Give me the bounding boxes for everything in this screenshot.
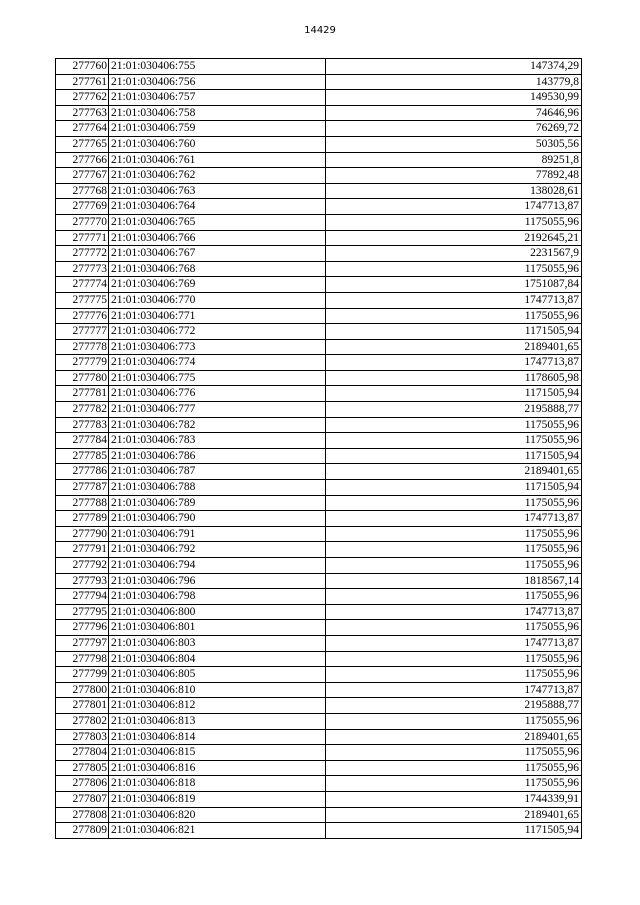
cadastral-number-cell: 21:01:030406:758 <box>109 105 326 121</box>
cadastral-number-cell: 21:01:030406:755 <box>109 59 326 75</box>
cadastral-number-cell: 21:01:030406:768 <box>109 261 326 277</box>
row-number-cell: 277783 <box>56 417 109 433</box>
cadastral-number-cell: 21:01:030406:759 <box>109 121 326 137</box>
table-row <box>56 277 582 293</box>
table-row <box>56 402 582 418</box>
row-number-cell: 277805 <box>56 760 109 776</box>
table-row <box>56 620 582 636</box>
cadastral-number-cell: 21:01:030406:789 <box>109 495 326 511</box>
cadastral-number-cell: 21:01:030406:818 <box>109 776 326 792</box>
cadastral-number-cell: 21:01:030406:788 <box>109 480 326 496</box>
row-number-cell: 277794 <box>56 589 109 605</box>
row-number-cell: 277806 <box>56 776 109 792</box>
cadastral-value-cell: 1171505,94 <box>326 324 582 340</box>
table-row <box>56 635 582 651</box>
cadastral-value-cell: 1747713,87 <box>326 682 582 698</box>
cadastral-number-cell: 21:01:030406:786 <box>109 448 326 464</box>
cadastral-value-cell: 1175055,96 <box>326 745 582 761</box>
row-number-cell: 277760 <box>56 59 109 75</box>
table-row <box>56 246 582 262</box>
cadastral-number-cell: 21:01:030406:801 <box>109 620 326 636</box>
row-number-cell: 277770 <box>56 214 109 230</box>
table-row <box>56 214 582 230</box>
row-number-cell: 277790 <box>56 526 109 542</box>
row-number-cell: 277763 <box>56 105 109 121</box>
cadastral-number-cell: 21:01:030406:803 <box>109 635 326 651</box>
cadastral-number-cell: 21:01:030406:774 <box>109 355 326 371</box>
row-number-cell: 277781 <box>56 386 109 402</box>
cadastral-number-cell: 21:01:030406:771 <box>109 308 326 324</box>
row-number-cell: 277769 <box>56 199 109 215</box>
cadastral-number-cell: 21:01:030406:805 <box>109 667 326 683</box>
row-number-cell: 277778 <box>56 339 109 355</box>
cadastral-number-cell: 21:01:030406:763 <box>109 183 326 199</box>
row-number-cell: 277779 <box>56 355 109 371</box>
cadastral-number-cell: 21:01:030406:772 <box>109 324 326 340</box>
cadastral-value-cell: 1171505,94 <box>326 823 582 839</box>
table-row <box>56 74 582 90</box>
cadastral-number-cell: 21:01:030406:791 <box>109 526 326 542</box>
table-row <box>56 495 582 511</box>
cadastral-number-cell: 21:01:030406:775 <box>109 370 326 386</box>
table-row <box>56 433 582 449</box>
cadastral-value-cell: 143779,8 <box>326 74 582 90</box>
table-row <box>56 558 582 574</box>
cadastral-value-cell: 2195888,77 <box>326 402 582 418</box>
table-row <box>56 308 582 324</box>
cadastral-value-cell: 1175055,96 <box>326 526 582 542</box>
cadastral-value-cell: 1178605,98 <box>326 370 582 386</box>
row-number-cell: 277809 <box>56 823 109 839</box>
cadastral-value-cell: 1175055,96 <box>326 542 582 558</box>
table-row <box>56 823 582 839</box>
row-number-cell: 277800 <box>56 682 109 698</box>
table-row <box>56 480 582 496</box>
cadastral-value-cell: 1171505,94 <box>326 386 582 402</box>
cadastral-value-cell: 1171505,94 <box>326 480 582 496</box>
row-number-cell: 277766 <box>56 152 109 168</box>
row-number-cell: 277775 <box>56 292 109 308</box>
cadastral-value-cell: 1747713,87 <box>326 199 582 215</box>
cadastral-number-cell: 21:01:030406:767 <box>109 246 326 262</box>
cadastral-value-cell: 1175055,96 <box>326 760 582 776</box>
row-number-cell: 277799 <box>56 667 109 683</box>
row-number-cell: 277773 <box>56 261 109 277</box>
table-row <box>56 339 582 355</box>
table-row <box>56 464 582 480</box>
table-row <box>56 199 582 215</box>
table-row <box>56 526 582 542</box>
table-row <box>56 59 582 75</box>
table-row <box>56 698 582 714</box>
cadastral-number-cell: 21:01:030406:782 <box>109 417 326 433</box>
row-number-cell: 277762 <box>56 90 109 106</box>
table-row <box>56 355 582 371</box>
cadastral-number-cell: 21:01:030406:757 <box>109 90 326 106</box>
cadastral-number-cell: 21:01:030406:761 <box>109 152 326 168</box>
row-number-cell: 277776 <box>56 308 109 324</box>
cadastral-value-cell: 1747713,87 <box>326 292 582 308</box>
cadastral-number-cell: 21:01:030406:760 <box>109 136 326 152</box>
cadastral-value-cell: 1175055,96 <box>326 308 582 324</box>
cadastral-number-cell: 21:01:030406:766 <box>109 230 326 246</box>
table-row <box>56 230 582 246</box>
cadastral-number-cell: 21:01:030406:762 <box>109 168 326 184</box>
row-number-cell: 277807 <box>56 791 109 807</box>
cadastral-value-cell: 2189401,65 <box>326 807 582 823</box>
row-number-cell: 277802 <box>56 713 109 729</box>
table-row <box>56 90 582 106</box>
table-row <box>56 682 582 698</box>
cadastral-value-cell: 89251,8 <box>326 152 582 168</box>
cadastral-value-cell: 2189401,65 <box>326 339 582 355</box>
cadastral-number-cell: 21:01:030406:814 <box>109 729 326 745</box>
cadastral-number-cell: 21:01:030406:756 <box>109 74 326 90</box>
cadastral-number-cell: 21:01:030406:773 <box>109 339 326 355</box>
cadastral-number-cell: 21:01:030406:783 <box>109 433 326 449</box>
cadastral-value-cell: 1747713,87 <box>326 355 582 371</box>
cadastral-value-cell: 1171505,94 <box>326 448 582 464</box>
row-number-cell: 277772 <box>56 246 109 262</box>
cadastral-number-cell: 21:01:030406:815 <box>109 745 326 761</box>
row-number-cell: 277808 <box>56 807 109 823</box>
cadastral-value-cell: 1175055,96 <box>326 214 582 230</box>
cadastral-number-cell: 21:01:030406:813 <box>109 713 326 729</box>
table-row <box>56 745 582 761</box>
cadastral-value-table <box>55 58 582 839</box>
row-number-cell: 277795 <box>56 604 109 620</box>
cadastral-number-cell: 21:01:030406:816 <box>109 760 326 776</box>
cadastral-number-cell: 21:01:030406:794 <box>109 558 326 574</box>
cadastral-value-cell: 1751087,84 <box>326 277 582 293</box>
cadastral-number-cell: 21:01:030406:798 <box>109 589 326 605</box>
cadastral-number-cell: 21:01:030406:764 <box>109 199 326 215</box>
cadastral-number-cell: 21:01:030406:770 <box>109 292 326 308</box>
row-number-cell: 277791 <box>56 542 109 558</box>
table-row <box>56 136 582 152</box>
table-row <box>56 448 582 464</box>
cadastral-value-cell: 2231567,9 <box>326 246 582 262</box>
row-number-cell: 277793 <box>56 573 109 589</box>
cadastral-value-cell: 147374,29 <box>326 59 582 75</box>
table-row <box>56 168 582 184</box>
row-number-cell: 277784 <box>56 433 109 449</box>
table-row <box>56 261 582 277</box>
row-number-cell: 277797 <box>56 635 109 651</box>
cadastral-number-cell: 21:01:030406:810 <box>109 682 326 698</box>
table-row <box>56 667 582 683</box>
row-number-cell: 277798 <box>56 651 109 667</box>
row-number-cell: 277787 <box>56 480 109 496</box>
cadastral-number-cell: 21:01:030406:765 <box>109 214 326 230</box>
cadastral-number-cell: 21:01:030406:800 <box>109 604 326 620</box>
row-number-cell: 277780 <box>56 370 109 386</box>
table-row <box>56 589 582 605</box>
cadastral-number-cell: 21:01:030406:787 <box>109 464 326 480</box>
row-number-cell: 277796 <box>56 620 109 636</box>
cadastral-value-cell: 1175055,96 <box>326 776 582 792</box>
row-number-cell: 277774 <box>56 277 109 293</box>
row-number-cell: 277782 <box>56 402 109 418</box>
cadastral-number-cell: 21:01:030406:777 <box>109 402 326 418</box>
table-row <box>56 542 582 558</box>
cadastral-value-cell: 1175055,96 <box>326 667 582 683</box>
table-row <box>56 324 582 340</box>
cadastral-value-cell: 1175055,96 <box>326 713 582 729</box>
table-row <box>56 417 582 433</box>
cadastral-number-cell: 21:01:030406:792 <box>109 542 326 558</box>
cadastral-number-cell: 21:01:030406:790 <box>109 511 326 527</box>
row-number-cell: 277767 <box>56 168 109 184</box>
cadastral-value-cell: 77892,48 <box>326 168 582 184</box>
table-row <box>56 791 582 807</box>
row-number-cell: 277789 <box>56 511 109 527</box>
cadastral-value-cell: 1175055,96 <box>326 261 582 277</box>
row-number-cell: 277764 <box>56 121 109 137</box>
cadastral-number-cell: 21:01:030406:776 <box>109 386 326 402</box>
cadastral-value-cell: 1175055,96 <box>326 417 582 433</box>
cadastral-value-cell: 1175055,96 <box>326 651 582 667</box>
cadastral-value-cell: 2192645,21 <box>326 230 582 246</box>
cadastral-value-cell: 138028,61 <box>326 183 582 199</box>
page-number: 14429 <box>304 25 336 36</box>
cadastral-number-cell: 21:01:030406:804 <box>109 651 326 667</box>
row-number-cell: 277761 <box>56 74 109 90</box>
cadastral-value-cell: 74646,96 <box>326 105 582 121</box>
cadastral-value-cell: 2189401,65 <box>326 729 582 745</box>
cadastral-value-table-container <box>55 58 582 839</box>
cadastral-value-cell: 76269,72 <box>326 121 582 137</box>
table-row <box>56 105 582 121</box>
row-number-cell: 277765 <box>56 136 109 152</box>
row-number-cell: 277771 <box>56 230 109 246</box>
cadastral-value-cell: 1747713,87 <box>326 635 582 651</box>
cadastral-value-cell: 1744339,91 <box>326 791 582 807</box>
cadastral-value-cell: 1747713,87 <box>326 511 582 527</box>
cadastral-value-cell: 2189401,65 <box>326 464 582 480</box>
cadastral-value-cell: 1175055,96 <box>326 433 582 449</box>
table-row <box>56 573 582 589</box>
cadastral-value-cell: 1175055,96 <box>326 495 582 511</box>
row-number-cell: 277801 <box>56 698 109 714</box>
cadastral-number-cell: 21:01:030406:769 <box>109 277 326 293</box>
row-number-cell: 277768 <box>56 183 109 199</box>
table-row <box>56 604 582 620</box>
cadastral-value-cell: 1747713,87 <box>326 604 582 620</box>
table-row <box>56 729 582 745</box>
cadastral-value-cell: 2195888,77 <box>326 698 582 714</box>
cadastral-number-cell: 21:01:030406:796 <box>109 573 326 589</box>
table-row <box>56 713 582 729</box>
table-row <box>56 807 582 823</box>
table-row <box>56 121 582 137</box>
row-number-cell: 277786 <box>56 464 109 480</box>
cadastral-value-cell: 50305,56 <box>326 136 582 152</box>
table-row <box>56 152 582 168</box>
table-row <box>56 511 582 527</box>
table-row <box>56 386 582 402</box>
table-body <box>56 59 582 839</box>
cadastral-number-cell: 21:01:030406:819 <box>109 791 326 807</box>
cadastral-number-cell: 21:01:030406:820 <box>109 807 326 823</box>
cadastral-value-cell: 1175055,96 <box>326 558 582 574</box>
row-number-cell: 277788 <box>56 495 109 511</box>
row-number-cell: 277803 <box>56 729 109 745</box>
table-row <box>56 651 582 667</box>
cadastral-value-cell: 1175055,96 <box>326 620 582 636</box>
cadastral-value-cell: 1818567,14 <box>326 573 582 589</box>
table-row <box>56 760 582 776</box>
cadastral-number-cell: 21:01:030406:812 <box>109 698 326 714</box>
cadastral-value-cell: 1175055,96 <box>326 589 582 605</box>
table-row <box>56 183 582 199</box>
row-number-cell: 277785 <box>56 448 109 464</box>
table-row <box>56 292 582 308</box>
table-row <box>56 776 582 792</box>
cadastral-number-cell: 21:01:030406:821 <box>109 823 326 839</box>
row-number-cell: 277804 <box>56 745 109 761</box>
row-number-cell: 277777 <box>56 324 109 340</box>
cadastral-value-cell: 149530,99 <box>326 90 582 106</box>
row-number-cell: 277792 <box>56 558 109 574</box>
table-row <box>56 370 582 386</box>
